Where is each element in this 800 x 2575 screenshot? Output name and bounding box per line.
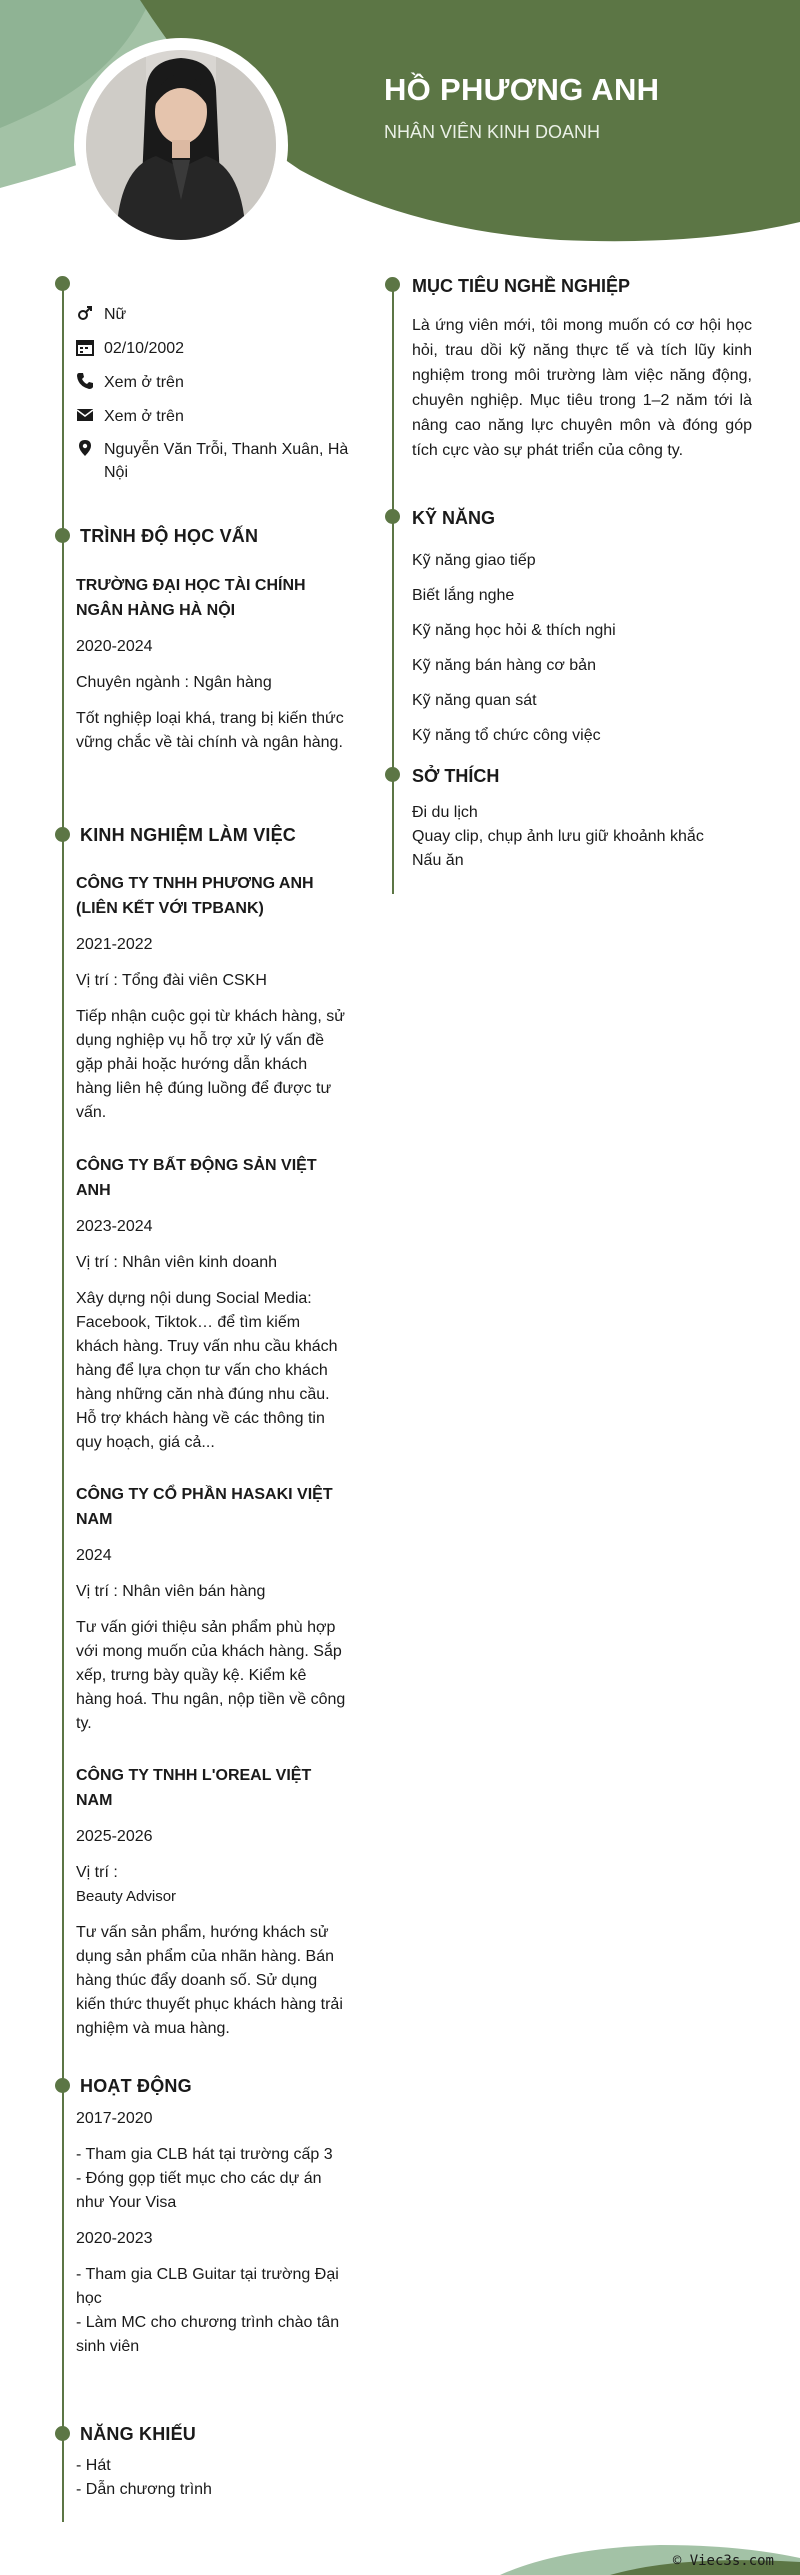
education-desc: Tốt nghiệp loại khá, trang bị kiến thức vững chắc về tài chính và ngân hàng. bbox=[76, 710, 344, 751]
skills-list bbox=[412, 543, 752, 753]
timeline-dot bbox=[385, 509, 400, 524]
avatar-ring bbox=[70, 34, 292, 256]
job-desc: Tư vấn giới thiệu sản phẩm phù hợp với mong muốn của khách hàng. Sắp xếp, trưng bày quầy kệ. Kiểm kê hàng hoá. Thu ngân, nộp tiền về công ty. bbox=[76, 1619, 346, 1732]
section-talents-title: NĂNG KHIẾU bbox=[80, 2424, 197, 2444]
talent-item: - Dẫn chương trình bbox=[76, 2481, 212, 2498]
candidate-name: HỒ PHƯƠNG ANH bbox=[384, 72, 660, 107]
section-activities-title: HOẠT ĐỘNG bbox=[80, 2076, 192, 2096]
timeline-dot bbox=[385, 767, 400, 782]
job-desc: Tiếp nhận cuộc gọi từ khách hàng, sử dụng nghiệp vụ hỗ trợ xử lý vấn đề gặp phải hoặc hướng dẫn khách hàng liên hệ đúng luồng để được tư vấn. bbox=[76, 1008, 345, 1121]
right-timeline bbox=[392, 282, 394, 894]
timeline-dot bbox=[55, 276, 70, 291]
contact-phone: Xem ở trên bbox=[76, 371, 354, 394]
contact-address: Nguyễn Văn Trỗi, Thanh Xuân, Hà Nội bbox=[76, 438, 354, 484]
email-icon bbox=[76, 406, 94, 424]
school-name: TRƯỜNG ĐẠI HỌC TÀI CHÍNH NGÂN HÀNG HÀ NỘI bbox=[76, 577, 306, 619]
section-education-title: TRÌNH ĐỘ HỌC VẤN bbox=[80, 526, 259, 546]
job-desc: Tư vấn sản phẩm, hướng khách sử dụng sản phẩm của nhãn hàng. Bán hàng thúc đẩy doanh số. Sử dụng kiến thức thuyết phục khách hàng trải nghiệm và mua hàng. bbox=[76, 1924, 343, 2037]
objective-text: Là ứng viên mới, tôi mong muốn có cơ hội học hỏi, trau dồi kỹ năng thực tế và tích lũy kinh nghiệm trong môi trường làm việc năng động, chuyên nghiệp. Mục tiêu trong 1–2 năm tới là nâng cao năng lực chuyên môn và đóng góp tích cực vào sự phát triển của công ty. bbox=[412, 317, 752, 459]
job-years: 2025-2026 bbox=[76, 1828, 153, 1845]
hobbies-list bbox=[412, 801, 752, 873]
skill-item: Biết lắng nghe bbox=[412, 587, 515, 604]
skill-item: Kỹ năng học hỏi & thích nghi bbox=[412, 622, 616, 639]
education-years: 2020-2024 bbox=[76, 638, 153, 655]
job-position: Vị trí : Nhân viên kinh doanh bbox=[76, 1254, 278, 1271]
candidate-role: NHÂN VIÊN KINH DOANH bbox=[384, 122, 601, 142]
phone-icon bbox=[76, 372, 94, 390]
gender-icon bbox=[76, 304, 94, 322]
activity-item: - Tham gia CLB Guitar tại trường Đại học bbox=[76, 2266, 339, 2307]
job-company: CÔNG TY TNHH L'OREAL VIỆT NAM bbox=[76, 1767, 312, 1809]
location-icon bbox=[76, 439, 94, 457]
job-company: CÔNG TY TNHH PHƯƠNG ANH (LIÊN KẾT VỚI TPBANK) bbox=[76, 875, 314, 917]
watermark: © Viec3s.com bbox=[672, 2553, 774, 2569]
job-desc: Xây dựng nội dung Social Media: Facebook, Tiktok… để tìm kiếm khách hàng. Truy vấn nhu cầu khách hàng để lựa chọn tư vấn cho khách hàng những căn nhà đúng nhu cầu. Hỗ trợ khách hàng về các thông tin quy hoạch, giá cả... bbox=[76, 1290, 338, 1451]
calendar-icon bbox=[76, 338, 94, 356]
contact-email: Xem ở trên bbox=[76, 405, 354, 428]
job-item bbox=[76, 871, 346, 1125]
skill-item: Kỹ năng giao tiếp bbox=[412, 552, 536, 569]
timeline-dot bbox=[385, 277, 400, 292]
hobby-item: Đi du lịch bbox=[412, 804, 478, 821]
job-item bbox=[76, 1763, 346, 2041]
left-timeline bbox=[62, 282, 64, 2522]
education-major: Chuyên ngành : Ngân hàng bbox=[76, 674, 272, 691]
hobby-item: Nấu ăn bbox=[412, 852, 464, 869]
activities-block bbox=[76, 2107, 346, 2359]
timeline-dot bbox=[55, 827, 70, 842]
skill-item: Kỹ năng tổ chức công việc bbox=[412, 727, 601, 744]
job-position: Vị trí : Tổng đài viên CSKH bbox=[76, 972, 267, 989]
job-company: CÔNG TY BẤT ĐỘNG SẢN VIỆT ANH bbox=[76, 1157, 317, 1199]
job-company: CÔNG TY CỔ PHẦN HASAKI VIỆT NAM bbox=[76, 1486, 333, 1528]
talents-block bbox=[76, 2454, 346, 2502]
job-years: 2023-2024 bbox=[76, 1218, 153, 1235]
education-block bbox=[76, 573, 346, 755]
activity-years: 2017-2020 bbox=[76, 2110, 153, 2127]
job-position-detail: Beauty Advisor bbox=[76, 1888, 177, 1905]
skill-item: Kỹ năng quan sát bbox=[412, 692, 537, 709]
hobby-item: Quay clip, chụp ảnh lưu giữ khoảnh khắc bbox=[412, 828, 704, 845]
activity-item: - Tham gia CLB hát tại trường cấp 3 bbox=[76, 2146, 333, 2163]
job-position: Vị trí : bbox=[76, 1864, 118, 1881]
section-objective-title: MỤC TIÊU NGHỀ NGHIỆP bbox=[412, 276, 631, 296]
timeline-dot bbox=[55, 528, 70, 543]
timeline-dot bbox=[55, 2078, 70, 2093]
activity-item: - Làm MC cho chương trình chào tân sinh viên bbox=[76, 2314, 340, 2355]
activity-item: - Đóng gọp tiết mục cho các dự án như Your Visa bbox=[76, 2170, 322, 2211]
activity-years: 2020-2023 bbox=[76, 2230, 153, 2247]
talent-item: - Hát bbox=[76, 2457, 111, 2474]
skill-item: Kỹ năng bán hàng cơ bản bbox=[412, 657, 596, 674]
job-years: 2021-2022 bbox=[76, 936, 153, 953]
timeline-dot bbox=[55, 2426, 70, 2441]
contact-birthday: 02/10/2002 bbox=[76, 337, 354, 360]
job-position: Vị trí : Nhân viên bán hàng bbox=[76, 1583, 266, 1600]
contact-gender: Nữ bbox=[76, 303, 354, 326]
section-experience-title: KINH NGHIỆM LÀM VIỆC bbox=[80, 825, 297, 845]
section-hobbies-title: SỞ THÍCH bbox=[412, 766, 500, 786]
job-item bbox=[76, 1482, 346, 1736]
job-years: 2024 bbox=[76, 1547, 112, 1564]
job-item bbox=[76, 1153, 346, 1455]
section-skills-title: KỸ NĂNG bbox=[412, 508, 496, 528]
